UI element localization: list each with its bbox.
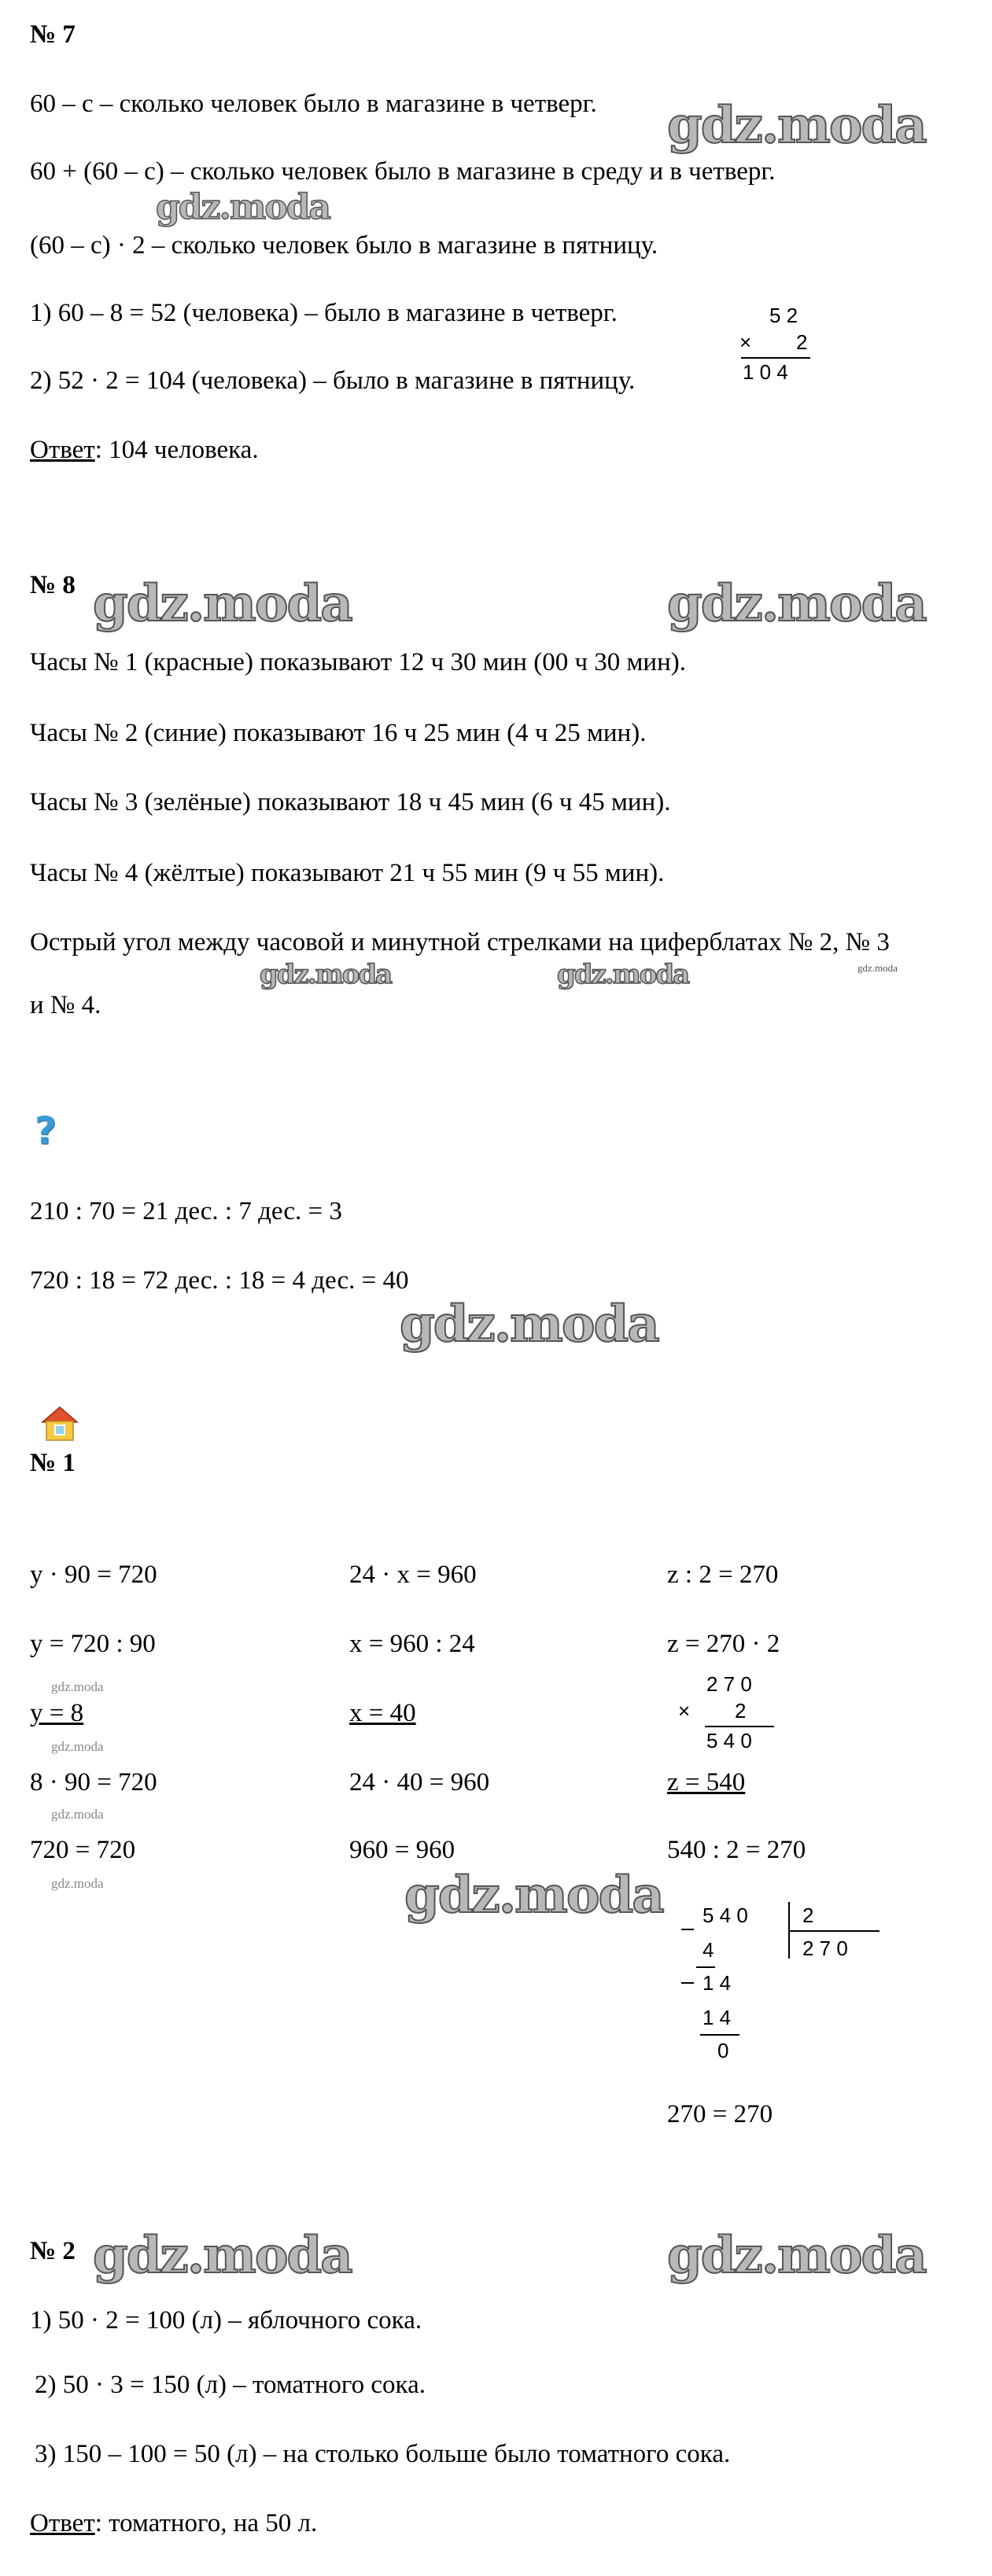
watermark: gdz.moda [404, 1866, 663, 1925]
watermark: gdz.moda [51, 1739, 104, 1754]
watermark: gdz.moda [857, 962, 898, 974]
answer-text: : 104 человека. [94, 436, 259, 464]
watermark: gdz.moda [51, 1876, 104, 1891]
watermark: gdz.moda [557, 959, 689, 990]
watermark: gdz.moda [93, 574, 352, 633]
watermark: gdz.moda [260, 959, 392, 990]
minus-sign [681, 1982, 694, 1984]
div-step2: 1 4 [703, 1971, 732, 1995]
task-7-line: 60 – с – сколько человек было в магазине в четверг. [30, 90, 597, 118]
task-7-line: 2) 52 · 2 = 104 (человека) – было в магазине в пятницу. [30, 367, 636, 395]
eq-z-5: 270 = 270 [667, 2100, 773, 2128]
task-7-line: (60 – с) · 2 – сколько человек было в магазине в пятницу. [30, 231, 658, 260]
eq-z-4: 540 : 2 = 270 [667, 1836, 806, 1864]
task-8-line: Часы № 3 (зелёные) показывают 18 ч 45 мин (6 ч 45 мин). [30, 788, 671, 816]
task-8-line: и № 4. [30, 991, 101, 1019]
watermark: gdz.moda [667, 574, 926, 633]
div-rule [700, 2034, 739, 2036]
watermark: gdz.moda [51, 1807, 104, 1822]
col-result: 1 0 4 [743, 360, 788, 384]
eq-y-2: y = 720 : 90 [30, 1630, 156, 1658]
eq-x-2: x = 960 : 24 [349, 1630, 475, 1658]
minus-sign [681, 1929, 694, 1930]
eq-x-5: 960 = 960 [349, 1836, 455, 1864]
eq-z-2: z = 270 · 2 [667, 1630, 780, 1658]
div-step1: 4 [703, 1938, 714, 1962]
watermark: gdz.moda [667, 96, 926, 155]
col-result: 5 4 0 [706, 1729, 752, 1752]
task-7-title: № 7 [30, 20, 76, 49]
eq-y-4: 8 · 90 = 720 [30, 1768, 157, 1797]
house-icon [41, 1405, 79, 1443]
watermark: gdz.moda [93, 2226, 352, 2285]
col-rule [741, 357, 810, 359]
task-8-line: Часы № 1 (красные) показывают 12 ч 30 мин (00 ч 30 мин). [30, 648, 686, 676]
col-mult: 2 [735, 1699, 747, 1723]
question-line: 720 : 18 = 72 дес. : 18 = 4 дес. = 40 [30, 1266, 409, 1295]
div-rule [696, 1966, 715, 1968]
col-sign: × [739, 330, 752, 354]
div-step3: 1 4 [703, 2006, 732, 2029]
watermark: gdz.moda [400, 1295, 658, 1354]
div-divisor: 2 [802, 1903, 814, 1927]
home-task-2-title: № 2 [30, 2237, 76, 2265]
task-2-answer [30, 2511, 317, 2537]
eq-z-1: z : 2 = 270 [667, 1561, 779, 1589]
answer-label: Ответ [30, 2509, 95, 2537]
watermark: gdz.moda [156, 187, 330, 227]
div-horizontal-rule [788, 1930, 880, 1932]
task-7-answer [30, 437, 259, 463]
task-8-title: № 8 [30, 571, 76, 599]
col-top: 2 7 0 [706, 1672, 752, 1696]
eq-z-3: z = 540 [667, 1768, 746, 1797]
question-line: 210 : 70 = 21 дес. : 7 дес. = 3 [30, 1197, 342, 1225]
div-dividend: 5 4 0 [703, 1903, 748, 1927]
task-2-line: 3) 150 – 100 = 50 (л) – на столько больше было томатного сока. [35, 2440, 731, 2468]
eq-y-5: 720 = 720 [30, 1836, 136, 1864]
task-7-line: 1) 60 – 8 = 52 (человека) – было в магазине в четверг. [30, 299, 618, 327]
eq-x-3: x = 40 [349, 1699, 416, 1727]
task-8-line: Часы № 2 (синие) показывают 16 ч 25 мин (4 ч 25 мин). [30, 719, 647, 747]
eq-x-4: 24 · 40 = 960 [349, 1768, 490, 1797]
task-7-line: 60 + (60 – с) – сколько человек было в магазине в среду и в четверг. [30, 157, 776, 186]
answer-label: Ответ [30, 436, 95, 464]
col-mult: 2 [796, 330, 808, 354]
div-remainder: 0 [717, 2039, 729, 2062]
eq-y-3: y = 8 [30, 1699, 84, 1727]
watermark: gdz.moda [51, 1679, 104, 1694]
eq-x-1: 24 · x = 960 [349, 1561, 477, 1589]
task-8-line: Острый угол между часовой и минутной стрелками на циферблатах № 2, № 3 [30, 928, 890, 956]
task-2-line: 2) 50 · 3 = 150 (л) – томатного сока. [35, 2371, 426, 2399]
div-quotient: 2 7 0 [802, 1937, 848, 1960]
col-rule [705, 1726, 774, 1727]
answer-text: : томатного, на 50 л. [94, 2509, 318, 2537]
question-icon: ? [35, 1109, 57, 1153]
home-task-1-title: № 1 [30, 1449, 76, 1477]
col-sign: × [678, 1699, 691, 1723]
col-top: 5 2 [769, 304, 798, 327]
task-8-line: Часы № 4 (жёлтые) показывают 21 ч 55 мин (9 ч 55 мин). [30, 859, 665, 887]
eq-y-1: y · 90 = 720 [30, 1561, 157, 1589]
watermark: gdz.moda [667, 2226, 926, 2285]
task-2-line: 1) 50 · 2 = 100 (л) – яблочного сока. [30, 2306, 422, 2335]
